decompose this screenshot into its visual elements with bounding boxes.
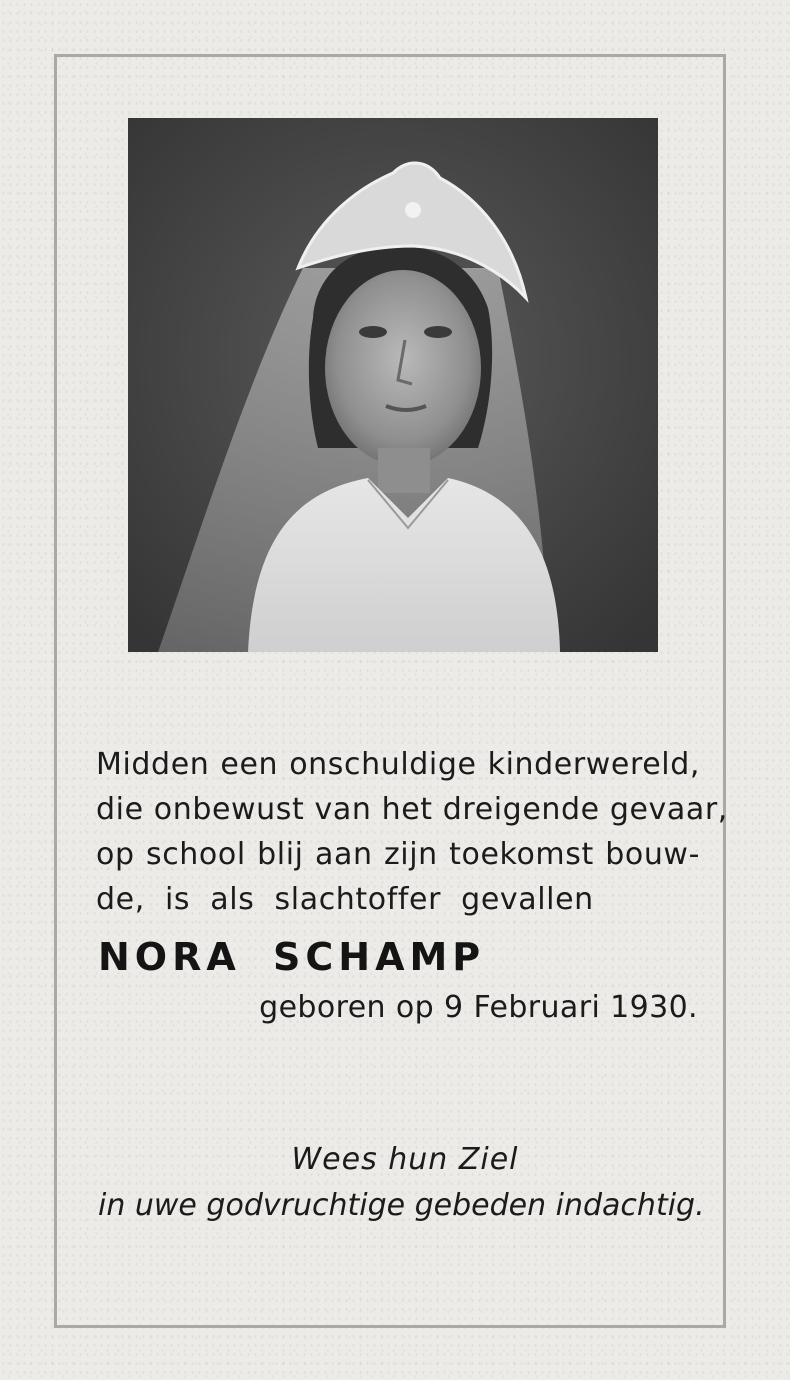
memorial-verse — [96, 742, 728, 922]
portrait-illustration — [128, 118, 658, 652]
birth-date: geboren op 9 Februari 1930. — [259, 990, 698, 1025]
verse-line-1: Midden een onschuldige kinderwereld, — [96, 747, 700, 782]
prayer-line-2: in uwe godvruchtige gebeden indachtig. — [98, 1188, 705, 1223]
right-eye — [424, 326, 452, 338]
prayer-line-1: Wees hun Ziel — [291, 1142, 519, 1177]
left-eye — [359, 326, 387, 338]
portrait-photo — [128, 118, 658, 652]
face — [325, 270, 481, 466]
headpiece-ornament — [405, 202, 421, 218]
deceased-name: NORA SCHAMP — [98, 935, 486, 979]
verse-line-2: die onbewust van het dreigende gevaar, — [96, 792, 728, 827]
verse-line-3: op school blij aan zijn toekomst bouw- — [96, 837, 700, 872]
verse-line-4: de, is als slachtoffer gevallen — [96, 882, 594, 917]
neck — [378, 448, 430, 493]
